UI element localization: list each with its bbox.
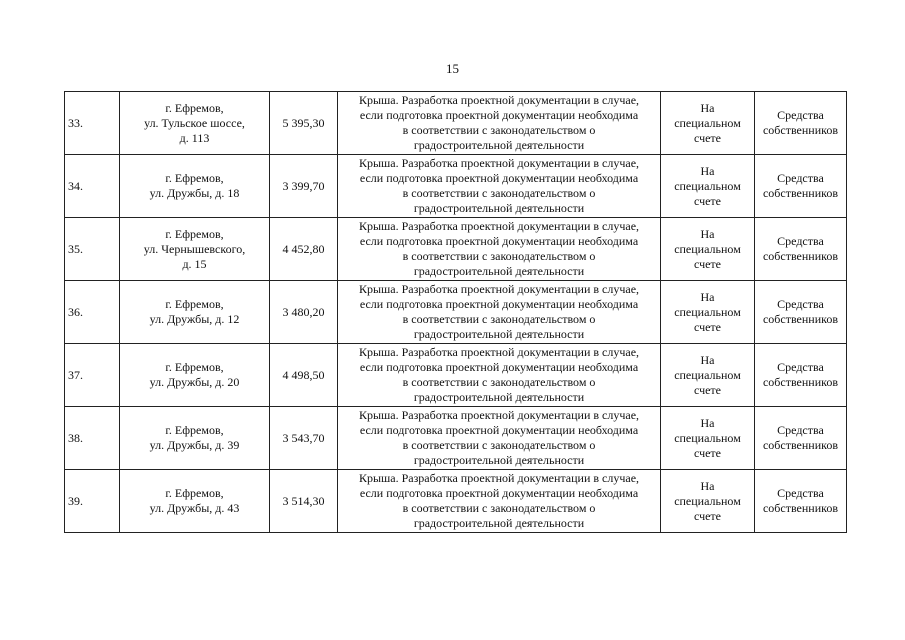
address-line: ул. Дружбы, д. 12 bbox=[149, 312, 240, 326]
account-line: специальном bbox=[674, 493, 741, 508]
repair-works-table bbox=[64, 91, 847, 533]
table-row bbox=[65, 470, 847, 533]
work-line: Крыша. Разработка проектной документации в случае, bbox=[358, 219, 640, 233]
work-line: если подготовка проектной документации необходима bbox=[359, 171, 639, 185]
work-line: градостроительной деятельности bbox=[413, 264, 585, 278]
address-line: д. 15 bbox=[182, 256, 207, 271]
work-type-cell bbox=[338, 92, 661, 155]
work-line: градостроительной деятельности bbox=[413, 138, 585, 152]
work-line: в соответствии с законодательством о bbox=[402, 375, 596, 389]
account-line: счете bbox=[693, 445, 722, 460]
funding-source-cell bbox=[755, 281, 847, 344]
address-cell bbox=[120, 155, 270, 218]
address-line: ул. Дружбы, д. 39 bbox=[149, 438, 240, 452]
area-cell: 3 480,20 bbox=[270, 281, 338, 344]
source-line: Средства bbox=[777, 234, 824, 248]
account-line: счете bbox=[693, 382, 722, 397]
account-cell bbox=[661, 344, 755, 407]
table-row bbox=[65, 281, 847, 344]
table-body bbox=[65, 92, 847, 533]
address-cell bbox=[120, 281, 270, 344]
account-line: счете bbox=[693, 319, 722, 334]
work-line: градостроительной деятельности bbox=[413, 453, 585, 467]
work-line: если подготовка проектной документации необходима bbox=[359, 423, 639, 437]
funding-source-cell bbox=[755, 470, 847, 533]
source-line: Средства bbox=[777, 423, 824, 437]
work-line: градостроительной деятельности bbox=[413, 516, 585, 530]
address-line: г. Ефремов, bbox=[165, 226, 224, 241]
work-line: Крыша. Разработка проектной документации в случае, bbox=[358, 345, 640, 359]
funding-source-cell bbox=[755, 92, 847, 155]
page-number: 15 bbox=[446, 61, 459, 76]
work-type-cell bbox=[338, 407, 661, 470]
work-line: Крыша. Разработка проектной документации в случае, bbox=[358, 93, 640, 107]
account-cell bbox=[661, 218, 755, 281]
work-line: в соответствии с законодательством о bbox=[402, 123, 596, 137]
source-line: Средства bbox=[777, 108, 824, 122]
account-cell bbox=[661, 470, 755, 533]
area-cell: 5 395,30 bbox=[270, 92, 338, 155]
source-line: собственников bbox=[762, 249, 839, 263]
address-line: ул. Дружбы, д. 43 bbox=[149, 501, 240, 515]
address-cell bbox=[120, 470, 270, 533]
source-line: собственников bbox=[762, 375, 839, 389]
account-line: специальном bbox=[674, 115, 741, 130]
address-line: д. 113 bbox=[179, 130, 210, 145]
source-line: Средства bbox=[777, 171, 824, 185]
account-cell bbox=[661, 155, 755, 218]
account-line: счете bbox=[693, 508, 722, 523]
work-type-cell bbox=[338, 218, 661, 281]
address-cell bbox=[120, 407, 270, 470]
area-cell: 3 514,30 bbox=[270, 470, 338, 533]
area-cell: 3 543,70 bbox=[270, 407, 338, 470]
funding-source-cell bbox=[755, 407, 847, 470]
work-line: Крыша. Разработка проектной документации в случае, bbox=[358, 471, 640, 485]
work-type-cell bbox=[338, 281, 661, 344]
work-line: Крыша. Разработка проектной документации в случае, bbox=[358, 282, 640, 296]
work-line: если подготовка проектной документации необходима bbox=[359, 297, 639, 311]
work-line: в соответствии с законодательством о bbox=[402, 501, 596, 515]
account-line: На bbox=[700, 478, 715, 493]
account-line: На bbox=[700, 415, 715, 430]
account-line: На bbox=[700, 163, 715, 178]
funding-source-cell bbox=[755, 155, 847, 218]
address-line: ул. Чернышевского, bbox=[143, 241, 246, 256]
work-line: Крыша. Разработка проектной документации в случае, bbox=[358, 408, 640, 422]
work-line: Крыша. Разработка проектной документации в случае, bbox=[358, 156, 640, 170]
work-line: градостроительной деятельности bbox=[413, 201, 585, 215]
source-line: собственников bbox=[762, 501, 839, 515]
work-line: если подготовка проектной документации необходима bbox=[359, 360, 639, 374]
source-line: собственников bbox=[762, 123, 839, 137]
address-cell bbox=[120, 218, 270, 281]
account-line: На bbox=[700, 226, 715, 241]
address-line: ул. Дружбы, д. 18 bbox=[149, 186, 240, 200]
source-line: Средства bbox=[777, 297, 824, 311]
source-line: Средства bbox=[777, 360, 824, 374]
funding-source-cell bbox=[755, 218, 847, 281]
area-cell: 3 399,70 bbox=[270, 155, 338, 218]
work-line: если подготовка проектной документации необходима bbox=[359, 108, 639, 122]
funding-source-cell bbox=[755, 344, 847, 407]
work-type-cell bbox=[338, 344, 661, 407]
account-line: счете bbox=[693, 130, 722, 145]
source-line: собственников bbox=[762, 438, 839, 452]
work-line: градостроительной деятельности bbox=[413, 390, 585, 404]
address-line: г. Ефремов, bbox=[165, 423, 224, 437]
account-line: специальном bbox=[674, 367, 741, 382]
area-cell: 4 498,50 bbox=[270, 344, 338, 407]
address-line: г. Ефремов, bbox=[165, 486, 224, 500]
row-number-cell: 37. bbox=[65, 344, 120, 407]
account-line: счете bbox=[693, 193, 722, 208]
address-cell bbox=[120, 92, 270, 155]
account-line: специальном bbox=[674, 304, 741, 319]
address-cell bbox=[120, 344, 270, 407]
work-line: градостроительной деятельности bbox=[413, 327, 585, 341]
account-cell bbox=[661, 281, 755, 344]
address-line: г. Ефремов, bbox=[165, 297, 224, 311]
address-line: г. Ефремов, bbox=[165, 360, 224, 374]
work-line: если подготовка проектной документации необходима bbox=[359, 234, 639, 248]
account-cell bbox=[661, 92, 755, 155]
area-cell: 4 452,80 bbox=[270, 218, 338, 281]
table-row bbox=[65, 344, 847, 407]
account-line: На bbox=[700, 289, 715, 304]
address-line: ул. Дружбы, д. 20 bbox=[149, 375, 240, 389]
account-cell bbox=[661, 407, 755, 470]
account-line: На bbox=[700, 100, 715, 115]
source-line: Средства bbox=[777, 486, 824, 500]
table-row bbox=[65, 218, 847, 281]
table-row bbox=[65, 155, 847, 218]
table-row bbox=[65, 92, 847, 155]
account-line: специальном bbox=[674, 430, 741, 445]
address-line: ул. Тульское шоссе, bbox=[144, 115, 245, 130]
address-line: г. Ефремов, bbox=[165, 171, 224, 185]
work-line: в соответствии с законодательством о bbox=[402, 438, 596, 452]
work-line: в соответствии с законодательством о bbox=[402, 186, 596, 200]
account-line: На bbox=[700, 352, 715, 367]
row-number-cell: 34. bbox=[65, 155, 120, 218]
work-line: если подготовка проектной документации необходима bbox=[359, 486, 639, 500]
work-type-cell bbox=[338, 470, 661, 533]
work-line: в соответствии с законодательством о bbox=[402, 312, 596, 326]
row-number-cell: 39. bbox=[65, 470, 120, 533]
account-line: специальном bbox=[674, 241, 741, 256]
table-row bbox=[65, 407, 847, 470]
source-line: собственников bbox=[762, 312, 839, 326]
work-type-cell bbox=[338, 155, 661, 218]
row-number-cell: 36. bbox=[65, 281, 120, 344]
address-line: г. Ефремов, bbox=[165, 100, 224, 115]
account-line: счете bbox=[693, 256, 722, 271]
row-number-cell: 38. bbox=[65, 407, 120, 470]
account-line: специальном bbox=[674, 178, 741, 193]
row-number-cell: 33. bbox=[65, 92, 120, 155]
row-number-cell: 35. bbox=[65, 218, 120, 281]
source-line: собственников bbox=[762, 186, 839, 200]
work-line: в соответствии с законодательством о bbox=[402, 249, 596, 263]
